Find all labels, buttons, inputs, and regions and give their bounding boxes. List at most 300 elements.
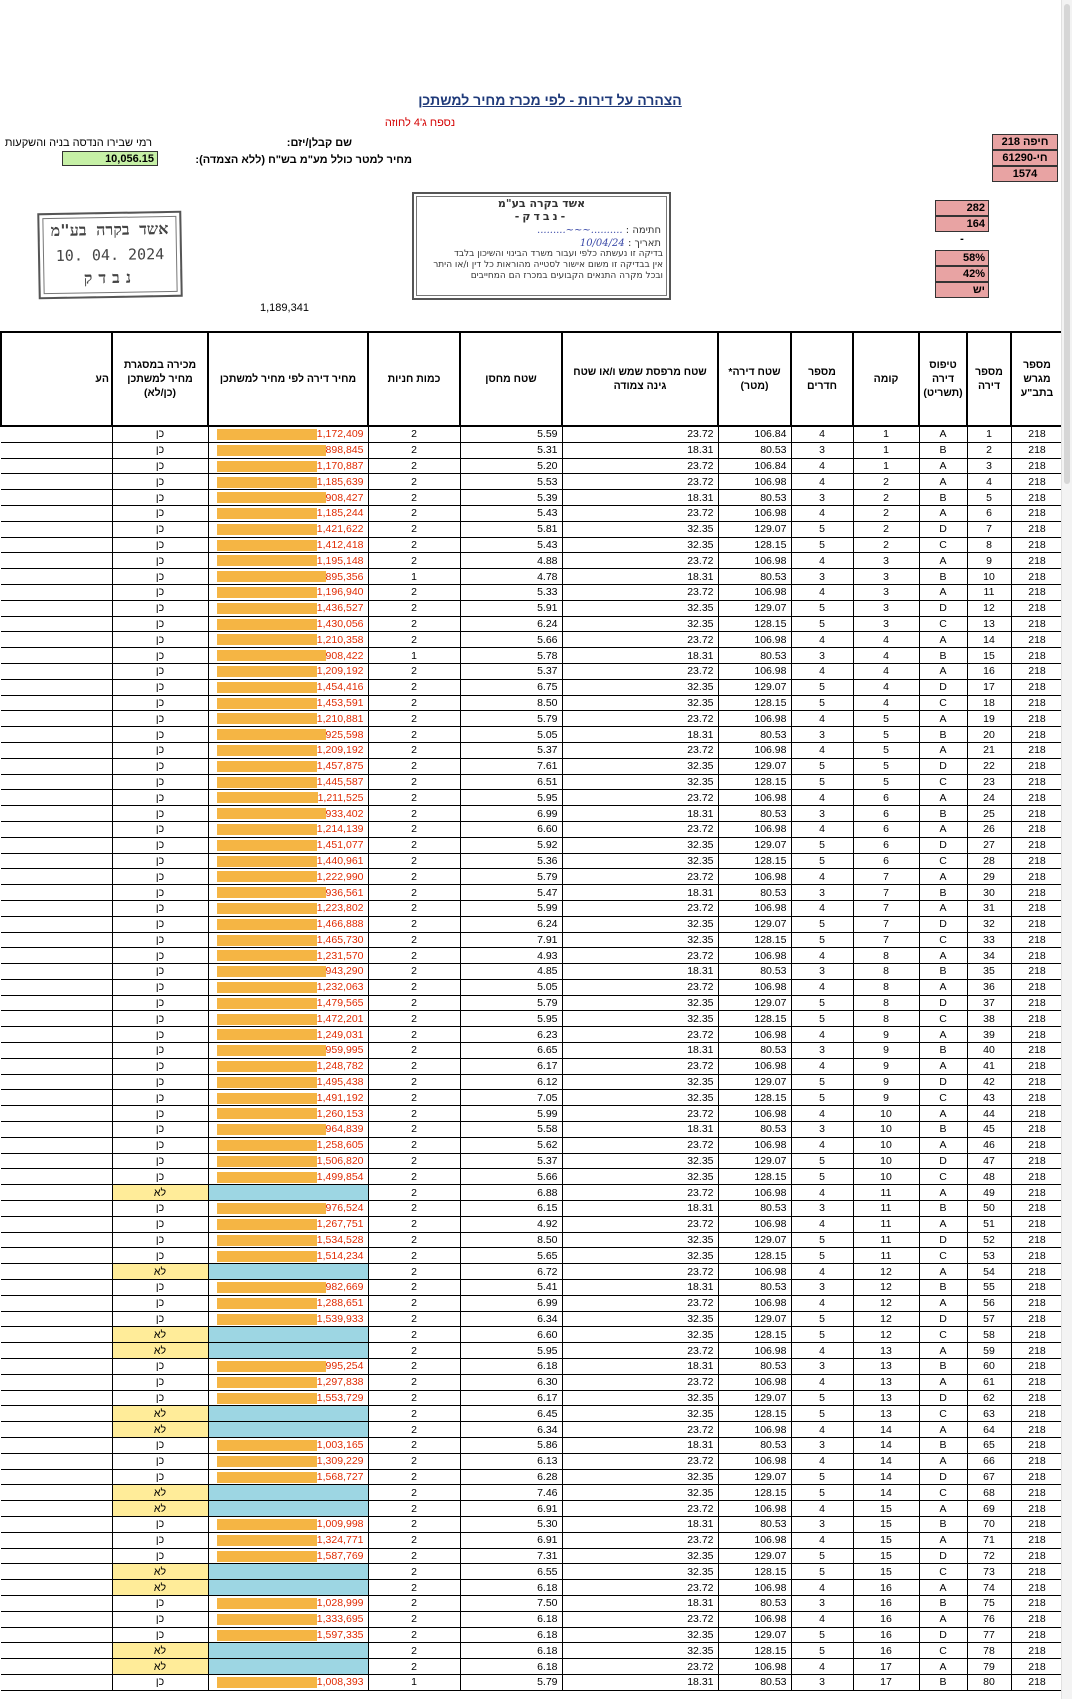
table-row (1, 1548, 1063, 1564)
storage-cell: 4.78 (460, 569, 562, 585)
parking-cell: 1 (368, 569, 460, 585)
table-row (1, 632, 1063, 648)
price-value: 925,598 (325, 728, 364, 741)
type-cell: D (919, 679, 967, 695)
price-cell (208, 553, 368, 569)
extra-cell (1, 1216, 112, 1232)
price-highlight (217, 808, 326, 819)
table-row (1, 1185, 1063, 1201)
lot-cell: 218 (1011, 1422, 1063, 1438)
type-cell: B (919, 1595, 967, 1611)
extra-cell (1, 648, 112, 664)
area-cell: 106.98 (718, 1422, 791, 1438)
lot-cell: 218 (1011, 1516, 1063, 1532)
extra-cell (1, 1295, 112, 1311)
price-cell (208, 1153, 368, 1169)
area-cell: 128.15 (718, 1327, 791, 1343)
type-cell: C (919, 932, 967, 948)
apt-cell: 79 (967, 1659, 1011, 1675)
apt-cell: 9 (967, 553, 1011, 569)
sale-cell: כן (112, 1058, 208, 1074)
price-value: 1,465,730 (316, 933, 364, 946)
storage-cell: 6.99 (460, 806, 562, 822)
lot-cell: 218 (1011, 1564, 1063, 1580)
area-cell: 128.15 (718, 537, 791, 553)
price-highlight (217, 998, 317, 1009)
floor-cell: 16 (853, 1595, 919, 1611)
parking-cell: 2 (368, 458, 460, 474)
area-cell: 106.98 (718, 900, 791, 916)
price-cell (208, 1374, 368, 1390)
sale-cell: כן (112, 995, 208, 1011)
storage-cell: 5.36 (460, 853, 562, 869)
type-cell: A (919, 1264, 967, 1280)
rooms-cell: 5 (791, 1643, 853, 1659)
floor-cell: 6 (853, 806, 919, 822)
storage-cell: 5.31 (460, 442, 562, 458)
apt-cell: 23 (967, 774, 1011, 790)
rooms-cell: 4 (791, 553, 853, 569)
rooms-cell: 4 (791, 1501, 853, 1517)
price-cell (208, 1390, 368, 1406)
rooms-cell: 3 (791, 648, 853, 664)
col-rooms: מספר חדרים (791, 332, 853, 426)
storage-cell: 6.17 (460, 1390, 562, 1406)
rooms-cell: 5 (791, 695, 853, 711)
price-cell (208, 979, 368, 995)
sale-cell: לא (112, 1343, 208, 1359)
extra-cell (1, 1643, 112, 1659)
type-cell: A (919, 900, 967, 916)
sale-cell: כן (112, 758, 208, 774)
floor-cell: 1 (853, 442, 919, 458)
balcony-cell: 32.35 (562, 1390, 718, 1406)
parking-cell: 2 (368, 885, 460, 901)
floor-cell: 14 (853, 1453, 919, 1469)
area-cell: 80.53 (718, 1043, 791, 1059)
apt-cell: 49 (967, 1185, 1011, 1201)
lot-cell: 218 (1011, 1137, 1063, 1153)
parking-cell: 2 (368, 995, 460, 1011)
balcony-cell: 32.35 (562, 1074, 718, 1090)
balcony-cell: 18.31 (562, 490, 718, 506)
extra-cell (1, 1532, 112, 1548)
storage-cell: 5.58 (460, 1122, 562, 1138)
price-cell (208, 885, 368, 901)
area-cell: 128.15 (718, 1406, 791, 1422)
lot-cell: 218 (1011, 1643, 1063, 1659)
balcony-cell: 32.35 (562, 1311, 718, 1327)
floor-cell: 3 (853, 616, 919, 632)
sale-cell: כן (112, 711, 208, 727)
storage-cell: 6.18 (460, 1643, 562, 1659)
floor-cell: 16 (853, 1611, 919, 1627)
floor-cell: 7 (853, 900, 919, 916)
parking-cell: 2 (368, 742, 460, 758)
sale-cell: לא (112, 1327, 208, 1343)
floor-cell: 16 (853, 1643, 919, 1659)
extra-cell (1, 1485, 112, 1501)
tender-box: חי-61290 (992, 150, 1058, 166)
apt-cell: 53 (967, 1248, 1011, 1264)
extra-cell (1, 948, 112, 964)
parking-cell: 2 (368, 1595, 460, 1611)
extra-cell (1, 1343, 112, 1359)
stamp-date: 10. 04. 2024 (55, 245, 165, 265)
contractor-label: שם קבלן/יזם: (286, 137, 352, 149)
sale-cell: לא (112, 1643, 208, 1659)
floor-cell: 15 (853, 1501, 919, 1517)
price-cell (208, 1659, 368, 1675)
lot-cell: 218 (1011, 521, 1063, 537)
balcony-cell: 32.35 (562, 1169, 718, 1185)
price-highlight (217, 982, 317, 993)
area-cell: 106.98 (718, 711, 791, 727)
price-highlight (217, 540, 317, 551)
balcony-cell: 23.72 (562, 663, 718, 679)
area-cell: 106.98 (718, 790, 791, 806)
area-cell: 106.98 (718, 1027, 791, 1043)
balcony-cell: 23.72 (562, 742, 718, 758)
storage-cell: 6.34 (460, 1422, 562, 1438)
sale-cell: כן (112, 1137, 208, 1153)
area-cell: 80.53 (718, 569, 791, 585)
apt-cell: 37 (967, 995, 1011, 1011)
floor-cell: 2 (853, 474, 919, 490)
price-cell (208, 1438, 368, 1454)
table-row (1, 616, 1063, 632)
sale-cell: כן (112, 1201, 208, 1217)
lot-cell: 218 (1011, 1122, 1063, 1138)
floor-cell: 1 (853, 426, 919, 442)
area-cell: 128.15 (718, 1169, 791, 1185)
price-highlight (217, 1014, 317, 1025)
apt-cell: 6 (967, 505, 1011, 521)
lot-cell: 218 (1011, 490, 1063, 506)
balcony-cell: 18.31 (562, 1043, 718, 1059)
lot-cell: 218 (1011, 853, 1063, 869)
lot-cell: 218 (1011, 505, 1063, 521)
price-highlight (217, 1045, 326, 1056)
lot-cell: 218 (1011, 979, 1063, 995)
scrollbar-thumb[interactable] (1064, 4, 1070, 484)
area-cell: 80.53 (718, 1280, 791, 1296)
parking-cell: 2 (368, 964, 460, 980)
table-row (1, 853, 1063, 869)
rooms-cell: 4 (791, 790, 853, 806)
price-cell (208, 1674, 368, 1690)
table-row (1, 742, 1063, 758)
price-value: 1,568,727 (316, 1470, 364, 1483)
parking-cell: 2 (368, 837, 460, 853)
price-value: 1,445,587 (316, 775, 364, 788)
extra-cell (1, 1548, 112, 1564)
storage-cell: 6.75 (460, 679, 562, 695)
extra-cell (1, 1027, 112, 1043)
apt-cell: 63 (967, 1406, 1011, 1422)
parking-cell: 2 (368, 1137, 460, 1153)
sale-cell: כן (112, 932, 208, 948)
price-value: 1,028,999 (316, 1597, 364, 1610)
table-row (1, 1058, 1063, 1074)
price-value: 964,839 (325, 1123, 364, 1136)
parking-cell: 2 (368, 584, 460, 600)
area-cell: 106.98 (718, 1611, 791, 1627)
storage-cell: 5.91 (460, 600, 562, 616)
balcony-cell: 23.72 (562, 979, 718, 995)
price-value: 908,427 (325, 491, 364, 504)
area-cell: 128.15 (718, 1248, 791, 1264)
table-row (1, 1264, 1063, 1280)
extra-cell (1, 1153, 112, 1169)
inspection-stamp-date (37, 211, 182, 300)
sale-cell: כן (112, 521, 208, 537)
parking-cell: 2 (368, 806, 460, 822)
lot-cell: 218 (1011, 1264, 1063, 1280)
price-highlight (217, 1614, 317, 1625)
table-row (1, 442, 1063, 458)
apt-cell: 61 (967, 1374, 1011, 1390)
type-cell: A (919, 1532, 967, 1548)
extra-cell (1, 1611, 112, 1627)
area-cell: 80.53 (718, 1201, 791, 1217)
apt-cell: 80 (967, 1674, 1011, 1690)
area-cell: 129.07 (718, 1311, 791, 1327)
type-cell: A (919, 1058, 967, 1074)
storage-cell: 7.46 (460, 1485, 562, 1501)
price-cell (208, 474, 368, 490)
lot-cell: 218 (1011, 964, 1063, 980)
extra-cell (1, 458, 112, 474)
table-row (1, 758, 1063, 774)
table-row (1, 1532, 1063, 1548)
area-cell: 80.53 (718, 1438, 791, 1454)
price-value: 1,466,888 (316, 918, 364, 931)
extra-cell (1, 711, 112, 727)
plot-ref-box: 1574 (992, 166, 1058, 182)
rooms-cell: 5 (791, 774, 853, 790)
area-cell: 106.98 (718, 1343, 791, 1359)
type-cell: A (919, 790, 967, 806)
stamp2-note-2: אין בבדיקה זו משום אישור לסטייה מהוראות כל דין ו/או היתר (433, 260, 663, 270)
type-cell: A (919, 1611, 967, 1627)
parking-cell: 2 (368, 758, 460, 774)
table-row (1, 1248, 1063, 1264)
extra-cell (1, 679, 112, 695)
storage-cell: 6.12 (460, 1074, 562, 1090)
rooms-cell: 5 (791, 1090, 853, 1106)
apt-cell: 10 (967, 569, 1011, 585)
price-highlight (217, 1598, 317, 1609)
signature-mark: ..........~~~......... (537, 225, 623, 236)
storage-cell: 5.66 (460, 632, 562, 648)
lot-cell: 218 (1011, 932, 1063, 948)
price-cell (208, 648, 368, 664)
type-cell: A (919, 1343, 967, 1359)
rooms-cell: 3 (791, 727, 853, 743)
rooms-cell: 3 (791, 1674, 853, 1690)
table-row (1, 1659, 1063, 1675)
rooms-cell: 3 (791, 442, 853, 458)
rooms-cell: 4 (791, 1453, 853, 1469)
sale-cell: כן (112, 1043, 208, 1059)
sale-cell: כן (112, 695, 208, 711)
lot-cell: 218 (1011, 1295, 1063, 1311)
price-highlight (217, 603, 317, 614)
price-cell (208, 1627, 368, 1643)
area-cell: 106.98 (718, 584, 791, 600)
type-cell: A (919, 1580, 967, 1596)
area-cell: 106.84 (718, 458, 791, 474)
lot-cell: 218 (1011, 553, 1063, 569)
parking-cell: 2 (368, 1058, 460, 1074)
balcony-cell: 23.72 (562, 900, 718, 916)
apt-cell: 65 (967, 1438, 1011, 1454)
balcony-cell: 32.35 (562, 1406, 718, 1422)
apt-cell: 3 (967, 458, 1011, 474)
sale-cell: כן (112, 1074, 208, 1090)
lot-cell: 218 (1011, 1390, 1063, 1406)
apt-cell: 69 (967, 1501, 1011, 1517)
apt-cell: 40 (967, 1043, 1011, 1059)
floor-cell: 2 (853, 537, 919, 553)
sale-cell: כן (112, 774, 208, 790)
extra-cell (1, 1406, 112, 1422)
parking-cell: 2 (368, 790, 460, 806)
storage-cell: 4.92 (460, 1216, 562, 1232)
balcony-cell: 23.72 (562, 1659, 718, 1675)
price-highlight (217, 634, 317, 645)
sale-cell: כן (112, 900, 208, 916)
storage-cell: 5.79 (460, 995, 562, 1011)
sale-cell: כן (112, 979, 208, 995)
floor-cell: 7 (853, 932, 919, 948)
lot-cell: 218 (1011, 1359, 1063, 1375)
price-cell (208, 1216, 368, 1232)
lot-cell: 218 (1011, 742, 1063, 758)
apt-cell: 52 (967, 1232, 1011, 1248)
floor-cell: 15 (853, 1548, 919, 1564)
extra-cell (1, 1501, 112, 1517)
rooms-cell: 4 (791, 869, 853, 885)
floor-cell: 11 (853, 1232, 919, 1248)
area-cell: 106.98 (718, 1216, 791, 1232)
balcony-cell: 18.31 (562, 964, 718, 980)
type-cell: C (919, 1564, 967, 1580)
price-cell (208, 1643, 368, 1659)
price-highlight (217, 1251, 317, 1262)
storage-cell: 6.60 (460, 1327, 562, 1343)
extra-cell (1, 1043, 112, 1059)
sale-cell: כן (112, 1232, 208, 1248)
price-cell (208, 505, 368, 521)
area-cell: 129.07 (718, 1548, 791, 1564)
type-cell: B (919, 1438, 967, 1454)
floor-cell: 12 (853, 1280, 919, 1296)
lot-cell: 218 (1011, 584, 1063, 600)
vertical-scrollbar[interactable] (1061, 0, 1072, 1699)
extra-cell (1, 1327, 112, 1343)
balcony-cell: 23.72 (562, 553, 718, 569)
storage-cell: 6.18 (460, 1580, 562, 1596)
rooms-cell: 5 (791, 1232, 853, 1248)
extra-cell (1, 900, 112, 916)
rooms-cell: 3 (791, 1359, 853, 1375)
sale-cell: כן (112, 885, 208, 901)
price-highlight (217, 587, 317, 598)
apt-cell: 73 (967, 1564, 1011, 1580)
floor-cell: 9 (853, 1027, 919, 1043)
price-cell (208, 774, 368, 790)
extra-cell (1, 537, 112, 553)
price-highlight (217, 1029, 317, 1040)
lot-cell: 218 (1011, 1058, 1063, 1074)
price-cell (208, 1106, 368, 1122)
price-highlight (217, 871, 317, 882)
parking-cell: 2 (368, 979, 460, 995)
type-cell: D (919, 995, 967, 1011)
table-row (1, 806, 1063, 822)
price-value: 1,421,622 (316, 523, 364, 536)
parking-cell: 2 (368, 1501, 460, 1517)
type-cell: B (919, 1122, 967, 1138)
price-cell (208, 1580, 368, 1596)
sale-cell: כן (112, 648, 208, 664)
extra-cell (1, 442, 112, 458)
lot-cell: 218 (1011, 1438, 1063, 1454)
price-highlight (217, 1551, 317, 1562)
lot-cell: 218 (1011, 711, 1063, 727)
price-value: 1,172,409 (316, 428, 364, 441)
table-row (1, 1643, 1063, 1659)
price-value: 1,009,998 (316, 1518, 364, 1531)
price-highlight (217, 966, 326, 977)
price-value: 1,211,525 (317, 791, 364, 804)
floor-cell: 3 (853, 553, 919, 569)
price-cell (208, 679, 368, 695)
lot-cell: 218 (1011, 1485, 1063, 1501)
price-value: 1,499,854 (316, 1170, 364, 1183)
type-cell: C (919, 1169, 967, 1185)
area-cell: 80.53 (718, 727, 791, 743)
price-value: 1,553,729 (316, 1392, 364, 1404)
rooms-cell: 5 (791, 1311, 853, 1327)
sale-cell: כן (112, 1169, 208, 1185)
table-row (1, 1516, 1063, 1532)
sale-cell: כן (112, 1627, 208, 1643)
area-cell: 128.15 (718, 695, 791, 711)
extra-cell (1, 1374, 112, 1390)
apt-cell: 75 (967, 1595, 1011, 1611)
apt-cell: 13 (967, 616, 1011, 632)
lot-cell: 218 (1011, 885, 1063, 901)
price-value: 959,995 (325, 1044, 364, 1057)
extra-cell (1, 995, 112, 1011)
extra-cell (1, 1580, 112, 1596)
floor-cell: 3 (853, 600, 919, 616)
lot-cell: 218 (1011, 1343, 1063, 1359)
stamp2-note-1: בדיקה זו נעשתה כלפי ועבור משרד הבינוי והשיכון בלבד (453, 249, 663, 259)
extra-cell (1, 1595, 112, 1611)
floor-cell: 4 (853, 648, 919, 664)
col-area: שטח דירה* (מטר) (718, 332, 791, 426)
storage-cell: 6.13 (460, 1453, 562, 1469)
area-cell: 106.98 (718, 1295, 791, 1311)
area-cell: 80.53 (718, 1674, 791, 1690)
extra-cell (1, 1058, 112, 1074)
extra-cell (1, 821, 112, 837)
price-value: 1,248,782 (316, 1060, 364, 1073)
